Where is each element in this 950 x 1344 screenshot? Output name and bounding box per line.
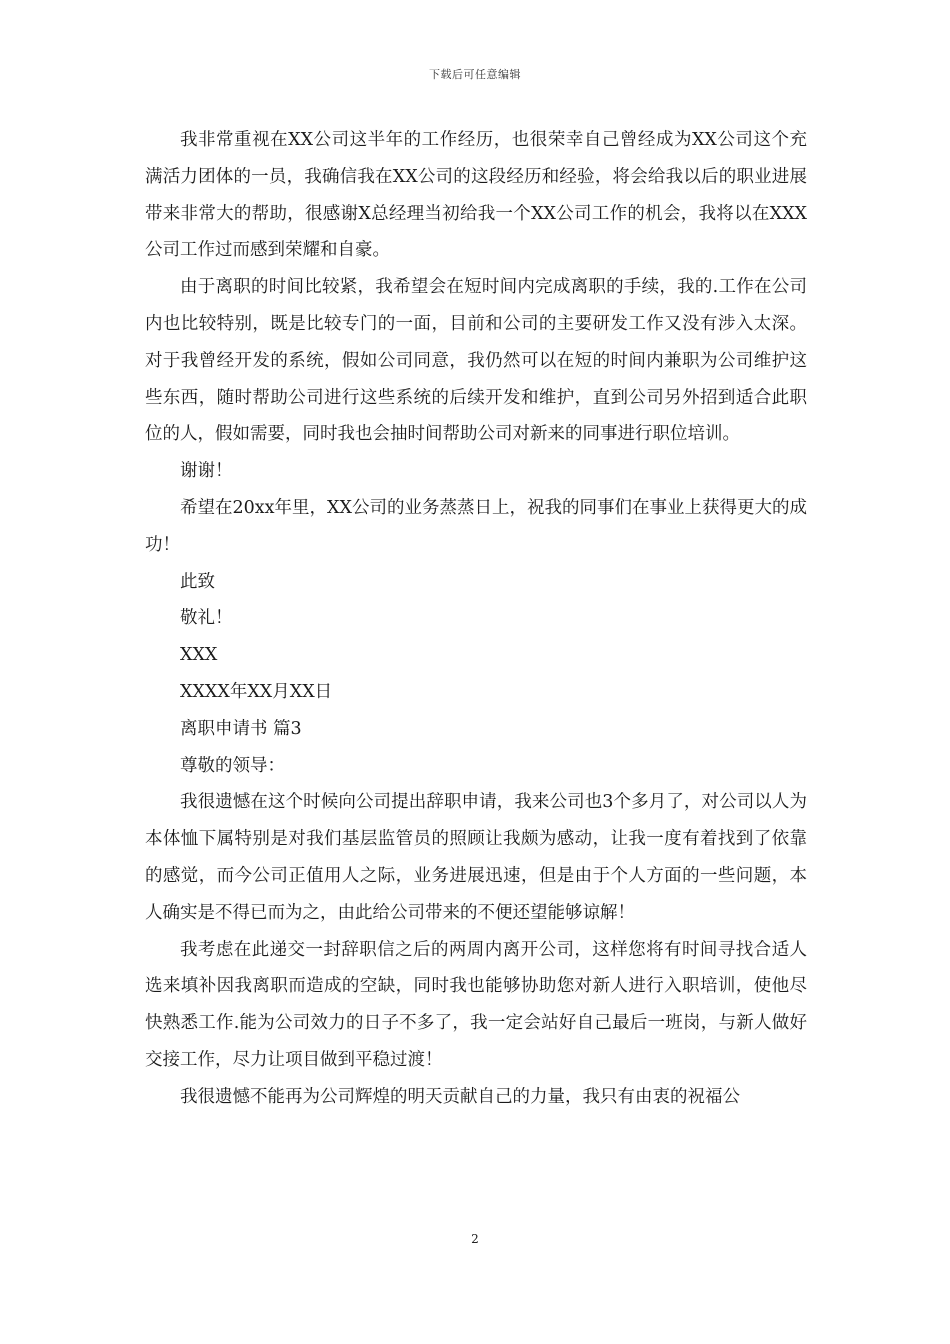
page-header-note: 下载后可任意编辑 [429,68,521,81]
paragraph-5: 我很遗憾不能再为公司辉煌的明天贡献自己的力量，我只有由衷的祝福公 [180,1086,740,1107]
thanks-line: 谢谢！ [180,461,233,482]
signature-date: XXXX年XX月XX日 [180,681,333,702]
greeting-line: 尊敬的领导： [180,755,285,776]
page-number: 2 [471,1232,479,1246]
closing-line: 此致 [180,571,215,592]
document-body [145,122,807,1116]
paragraph-4: 我考虑在此递交一封辞职信之后的两周内离开公司，这样您将有时间寻找合适人选来填补因我离职而造成的空缺，同时我也能够协助您对新人进行入职培训，使他尽快熟悉工作.能为公司效力的日子不多了，我一定会站好自己最后一班岗，与新人做好交接工作，尽力让项目做到平稳过渡！ [145,939,807,1070]
paragraph-2: 由于离职的时间比较紧，我希望会在短时间内完成离职的手续，我的.工作在公司内也比较特别，既是比较专门的一面，目前和公司的主要研发工作又没有涉入太深。对于我曾经开发的系统，假如公司同意，我仍然可以在短的时间内兼职为公司维护这些东西，随时帮助公司进行这些系统的后续开发和维护，直到公司另外招到适合此职位的人，假如需要，同时我也会抽时间帮助公司对新来的同事进行职位培训。 [145,277,807,445]
paragraph-3: 我很遗憾在这个时候向公司提出辞职申请，我来公司也3个多月了，对公司以人为本体恤下属特别是对我们基层监管员的照顾让我颇为感动，让我一度有着找到了依靠的感觉，而今公司正值用人之际，业务进展迅速，但是由于个人方面的一些问题，本人确实是不得已而为之，由此给公司带来的不便还望能够谅解！ [145,792,807,923]
paragraph-1: 我非常重视在XX公司这半年的工作经历，也很荣幸自己曾经成为XX公司这个充满活力团体的一员，我确信我在XX公司的这段经历和经验，将会给我以后的职业进展带来非常大的帮助，很感谢X总经理当初给我一个XX公司工作的机会，我将以在XXX公司工作过而感到荣耀和自豪。 [145,130,807,261]
signature-name: XXX [180,645,218,666]
salutation-line: 敬礼！ [180,608,233,629]
section-title: 离职申请书 篇3 [180,718,302,739]
wishes-paragraph: 希望在20xx年里，XX公司的业务蒸蒸日上，祝我的同事们在事业上获得更大的成功！ [145,497,807,555]
